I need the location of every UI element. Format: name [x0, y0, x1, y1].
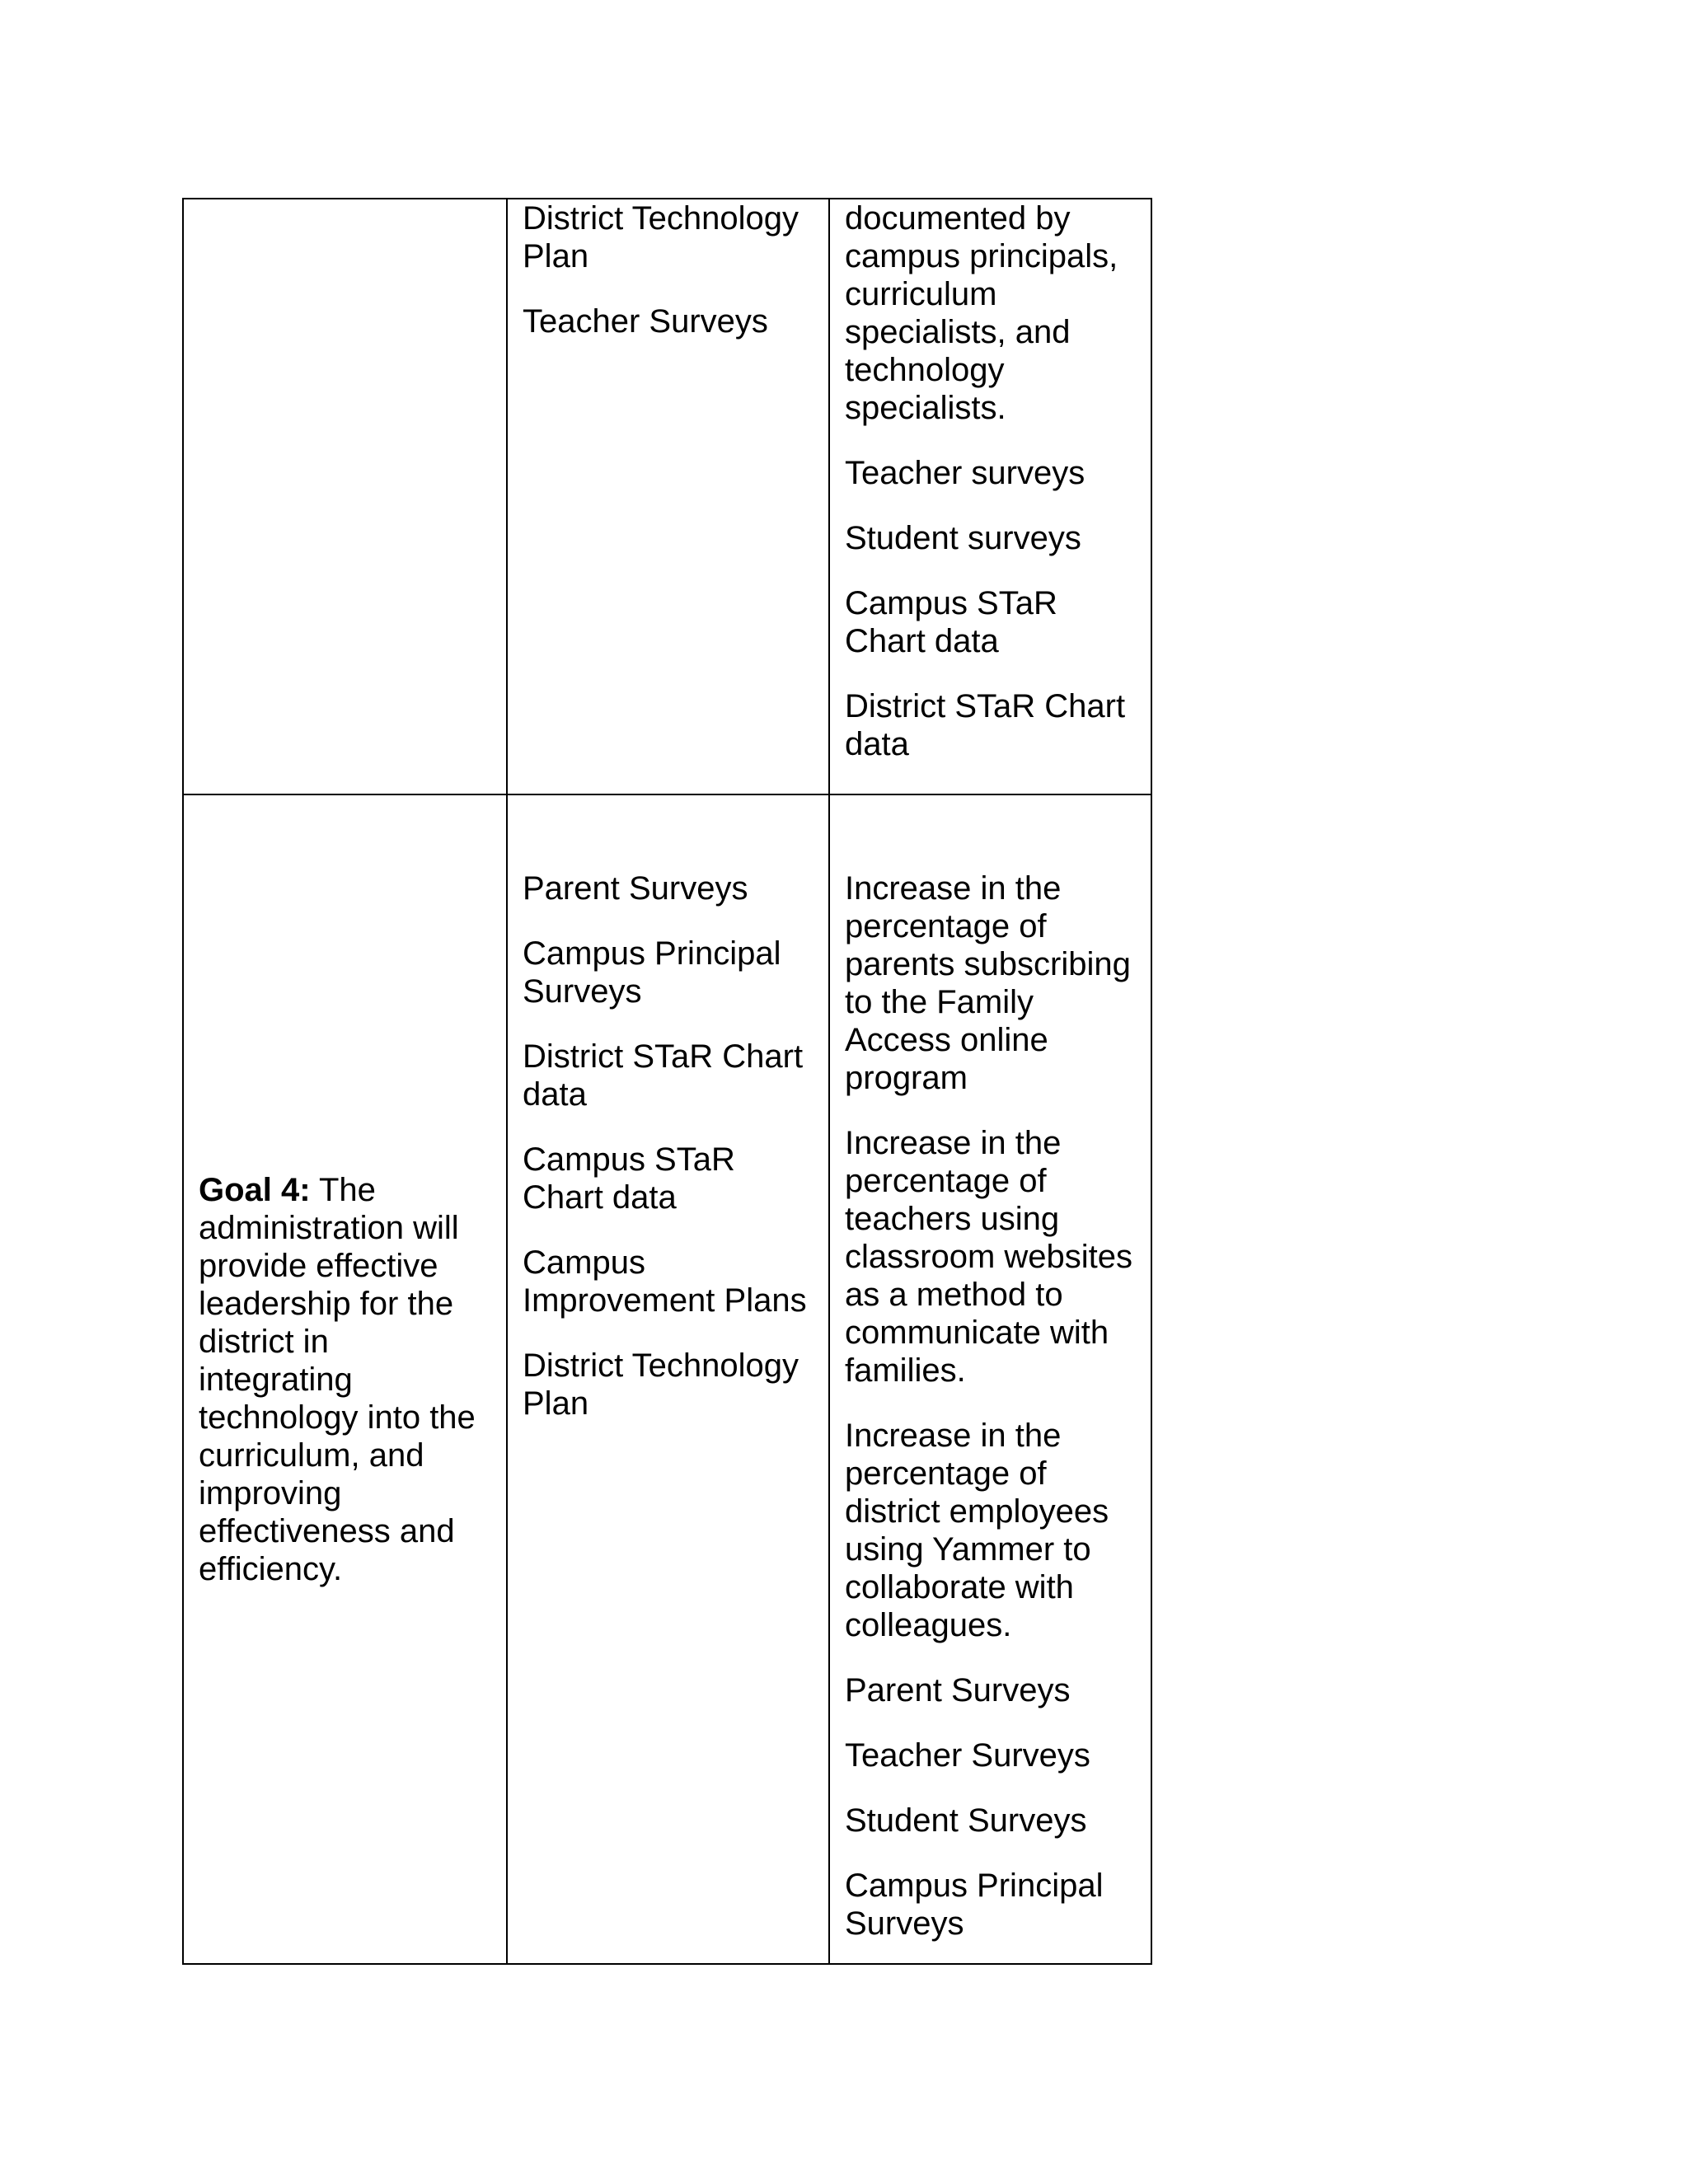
source-item: Campus Principal Surveys [523, 935, 781, 1010]
source-item: Parent Surveys [523, 870, 748, 907]
measure-item: Increase in the percentage of parents subscribing to the Family Access online program [845, 870, 1131, 1096]
goal-text: The administration will provide effective leadership for the district in integrating technology into the curriculum, and improving effectiveness and efficiency. [199, 1171, 476, 1587]
measure-item: Campus STaR Chart data [845, 585, 1057, 659]
goal-cell [183, 794, 507, 1964]
measure-item: documented by campus principals, curriculum specialists, and technology specialists. [845, 200, 1118, 426]
measure-item: Increase in the percentage of teachers using classroom websites as a method to communicate with families. [845, 1125, 1133, 1389]
goal-cell-continued [183, 199, 507, 794]
measure-item: Student surveys [845, 520, 1081, 556]
source-item: Campus Improvement Plans [523, 1244, 807, 1319]
goal-label: Goal 4: [199, 1171, 311, 1208]
source-item: District Technology Plan [523, 200, 799, 274]
source-item: Campus STaR Chart data [523, 1141, 735, 1216]
source-item: District Technology Plan [523, 1347, 799, 1422]
source-item: District STaR Chart data [523, 1038, 804, 1113]
measure-item: Teacher Surveys [845, 1737, 1090, 1774]
measure-item: Increase in the percentage of district employees using Yammer to collaborate with colleagues. [845, 1418, 1109, 1643]
sources-cell [507, 199, 829, 794]
measure-item: Parent Surveys [845, 1672, 1071, 1708]
measure-item: Campus Principal Surveys [845, 1868, 1104, 1942]
measure-item: District STaR Chart data [845, 688, 1126, 762]
measure-item: Teacher surveys [845, 455, 1085, 491]
table-row [183, 794, 1151, 1964]
measures-cell [829, 794, 1151, 1964]
goals-evaluation-table [182, 198, 1152, 1965]
sources-cell [507, 794, 829, 1964]
measure-item: Student Surveys [845, 1802, 1087, 1839]
table-row [183, 199, 1151, 794]
measures-cell [829, 199, 1151, 794]
source-item: Teacher Surveys [523, 303, 768, 340]
